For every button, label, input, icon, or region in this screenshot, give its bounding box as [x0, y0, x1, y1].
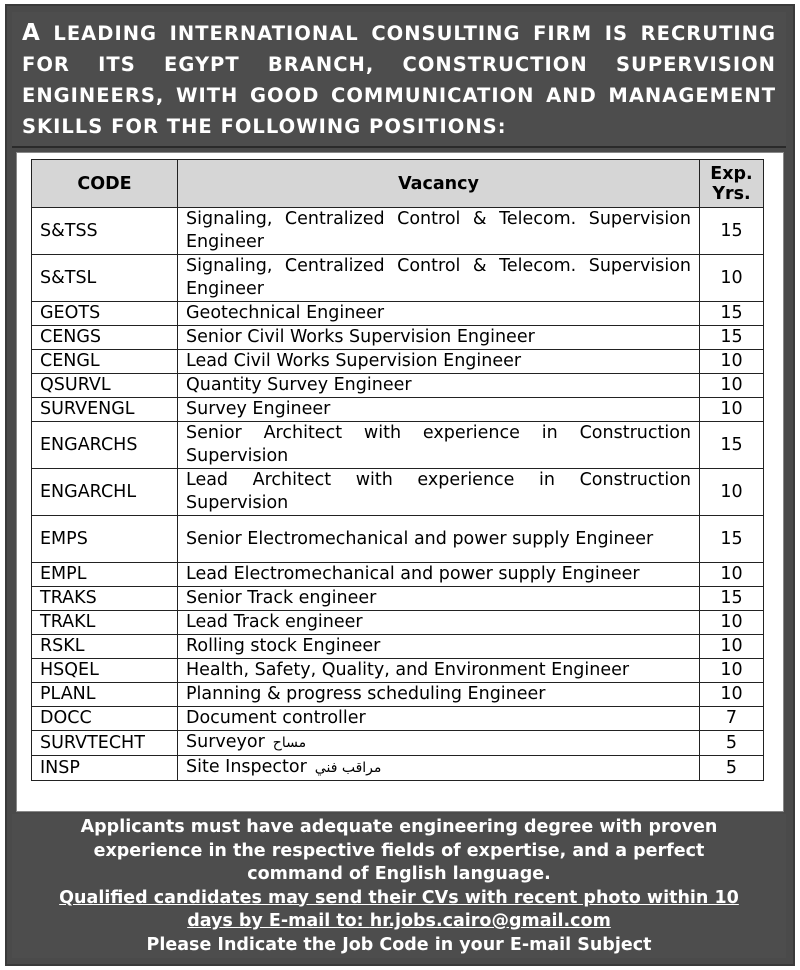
vacancy-cell: [178, 516, 700, 563]
experience-column-header: [700, 160, 764, 208]
job-code-cell: SURVTECHT: [32, 731, 178, 756]
vacancy-cell: [178, 587, 700, 611]
exp-header-line2: Yrs.: [712, 183, 751, 204]
vacancy-title: Document controller: [186, 708, 366, 728]
experience-years-cell: 5: [700, 731, 764, 756]
job-code-cell: ENGARCHL: [32, 469, 178, 516]
footer-line-1: Applicants must have adequate engineering degree with proven: [80, 817, 718, 837]
vacancy-title: Survey Engineer: [186, 399, 331, 419]
vacancy-cell: [178, 563, 700, 587]
vacancy-cell: [178, 635, 700, 659]
vacancy-cell: [178, 469, 700, 516]
email-prefix: days by E-mail to:: [187, 911, 370, 931]
job-code-cell: TRAKS: [32, 587, 178, 611]
experience-years-cell: 15: [700, 516, 764, 563]
vacancy-title: Quantity Survey Engineer: [186, 375, 412, 395]
table-row: [32, 563, 764, 587]
experience-years-cell: 5: [700, 756, 764, 781]
job-code-cell: S&TSL: [32, 255, 178, 302]
vacancy-column-header: Vacancy: [178, 160, 700, 208]
job-code-cell: DOCC: [32, 707, 178, 731]
vacancy-table: [31, 159, 764, 781]
vacancy-cell: [178, 683, 700, 707]
vacancy-title: Geotechnical Engineer: [186, 303, 385, 323]
job-code-cell: HSQEL: [32, 659, 178, 683]
experience-years-cell: 15: [700, 422, 764, 469]
experience-years-cell: 10: [700, 611, 764, 635]
vacancy-title: Rolling stock Engineer: [186, 636, 381, 656]
table-row: [32, 302, 764, 326]
table-row: [32, 422, 764, 469]
table-row: [32, 208, 764, 255]
header-text: A LEADING INTERNATIONAL CONSULTING FIRM IS RECRUTING FOR ITS EGYPT BRANCH, CONSTRUCTION SUPERVISION ENGINEERS, WITH GOOD COMMUNICATION AND MANAGEMENT SKILLS FOR THE FOLLOWING POSITIONS:: [22, 20, 776, 138]
vacancy-title: Signaling, Centralized Control & Telecom. Supervision Engineer: [186, 256, 691, 299]
experience-years-cell: 10: [700, 374, 764, 398]
vacancy-title: Senior Track engineer: [186, 588, 377, 608]
vacancy-arabic-title: مراقب فني: [314, 760, 382, 776]
experience-years-cell: 15: [700, 326, 764, 350]
job-code-cell: EMPS: [32, 516, 178, 563]
table-row: [32, 398, 764, 422]
experience-years-cell: 10: [700, 563, 764, 587]
vacancy-cell: [178, 731, 700, 756]
table-row: [32, 611, 764, 635]
table-row: [32, 374, 764, 398]
contact-email[interactable]: hr.jobs.cairo@gmail.com: [369, 911, 611, 931]
exp-header-line1: Exp.: [710, 163, 753, 184]
vacancy-cell: [178, 302, 700, 326]
vacancy-title: Lead Track engineer: [186, 612, 363, 632]
table-row: [32, 469, 764, 516]
experience-years-cell: 10: [700, 469, 764, 516]
table-row: [32, 635, 764, 659]
experience-years-cell: 15: [700, 302, 764, 326]
footer-line-2: experience in the respective fields of expertise, and a perfect: [93, 840, 705, 861]
vacancy-cell: [178, 350, 700, 374]
vacancy-cell: [178, 611, 700, 635]
experience-years-cell: 10: [700, 683, 764, 707]
vacancy-title: Signaling, Centralized Control & Telecom. Supervision Engineer: [186, 209, 691, 252]
job-code-cell: CENGS: [32, 326, 178, 350]
table-row: [32, 350, 764, 374]
job-code-cell: ENGARCHS: [32, 422, 178, 469]
table-row: [32, 255, 764, 302]
footer-line-5: [12, 910, 786, 934]
table-row: [32, 683, 764, 707]
experience-years-cell: 7: [700, 707, 764, 731]
code-column-header: CODE: [32, 160, 178, 208]
job-code-cell: S&TSS: [32, 208, 178, 255]
job-code-cell: PLANL: [32, 683, 178, 707]
vacancy-title: Senior Civil Works Supervision Engineer: [186, 327, 535, 347]
footer-line-4: Qualified candidates may send their CVs with recent photo within 10: [59, 887, 739, 908]
vacancy-cell: [178, 255, 700, 302]
experience-years-cell: 10: [700, 635, 764, 659]
table-header-row: [32, 160, 764, 208]
job-code-cell: TRAKL: [32, 611, 178, 635]
vacancy-panel: [16, 152, 784, 812]
table-row: [32, 516, 764, 563]
experience-years-cell: 10: [700, 255, 764, 302]
vacancy-title: Lead Civil Works Supervision Engineer: [186, 351, 522, 371]
vacancy-cell: [178, 659, 700, 683]
job-code-cell: QSURVL: [32, 374, 178, 398]
vacancy-cell: [178, 374, 700, 398]
footer-line-6: Please Indicate the Job Code in your E-mail Subject: [146, 934, 652, 955]
job-code-cell: INSP: [32, 756, 178, 781]
experience-years-cell: 10: [700, 659, 764, 683]
job-code-cell: GEOTS: [32, 302, 178, 326]
table-row: [32, 326, 764, 350]
table-row: [32, 587, 764, 611]
vacancy-cell: [178, 756, 700, 781]
vacancy-cell: [178, 707, 700, 731]
experience-years-cell: 15: [700, 587, 764, 611]
table-row: [32, 707, 764, 731]
experience-years-cell: 10: [700, 350, 764, 374]
vacancy-title: Lead Architect with experience in Construction Supervision: [186, 470, 691, 513]
vacancy-title: Senior Architect with experience in Construction Supervision: [186, 423, 691, 466]
table-row: [32, 756, 764, 781]
ad-footer: [12, 814, 786, 958]
vacancy-title: Site Inspector: [186, 757, 307, 777]
vacancy-arabic-title: مساح: [272, 735, 307, 751]
job-code-cell: EMPL: [32, 563, 178, 587]
job-code-cell: RSKL: [32, 635, 178, 659]
table-row: [32, 659, 764, 683]
experience-years-cell: 15: [700, 208, 764, 255]
vacancy-cell: [178, 398, 700, 422]
vacancy-title: Lead Electromechanical and power supply Engineer: [186, 564, 640, 584]
vacancy-cell: [178, 422, 700, 469]
vacancy-title: Senior Electromechanical and power supply Engineer: [186, 528, 654, 549]
experience-years-cell: 10: [700, 398, 764, 422]
table-row: [32, 731, 764, 756]
job-code-cell: SURVENGL: [32, 398, 178, 422]
ad-header: [12, 12, 786, 148]
vacancy-title: Health, Safety, Quality, and Environment Engineer: [186, 660, 630, 680]
vacancy-cell: [178, 326, 700, 350]
vacancy-cell: [178, 208, 700, 255]
vacancy-title: Planning & progress scheduling Engineer: [186, 684, 546, 704]
footer-line-3: command of English language.: [247, 864, 551, 884]
vacancy-title: Surveyor: [186, 732, 265, 752]
job-code-cell: CENGL: [32, 350, 178, 374]
